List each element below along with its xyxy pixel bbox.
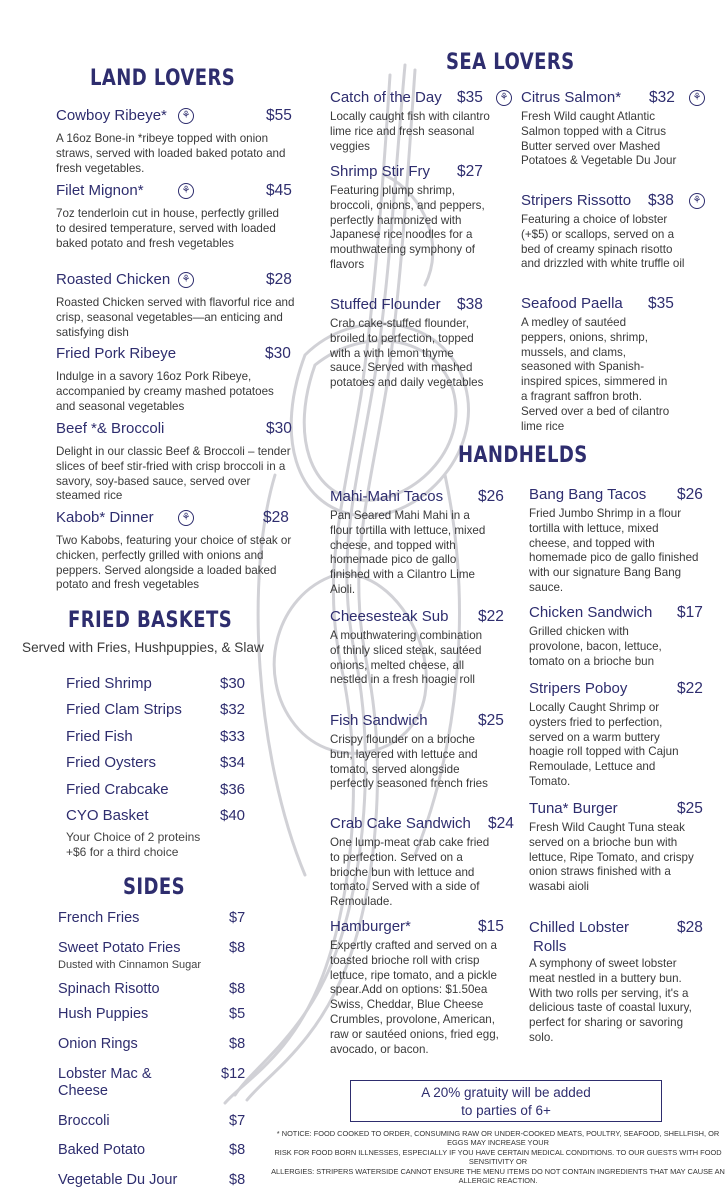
fried-baskets-subtitle: Served with Fries, Hushpuppies, & Slaw — [22, 640, 264, 655]
side-price: $8 — [229, 1142, 246, 1158]
item-price: $35 — [457, 89, 483, 106]
item-price: $28 — [266, 271, 292, 288]
item-price: $32 — [649, 89, 675, 106]
side-name: Cheese — [58, 1083, 108, 1099]
item-name: Tuna* Burger — [529, 800, 618, 817]
basket-name: Fried Crabcake — [66, 781, 169, 798]
basket-name: Fried Shrimp — [66, 675, 152, 692]
item-name: Seafood Paella — [521, 295, 623, 312]
side-price: $8 — [229, 1172, 246, 1188]
item-name: Hamburger* — [330, 918, 411, 935]
item-price: $26 — [478, 488, 504, 505]
item-description: One lump-meat crab cake fried to perfection. Served on a brioche bun with lettuce and tomato. Served with a side of Remoulade. — [330, 836, 490, 909]
item-name: Kabob* Dinner — [56, 509, 154, 526]
item-price: $30 — [265, 345, 291, 362]
item-description: Expertly crafted and served on a toasted brioche roll with crisp lettuce, ripe tomato, and a pickle spear.Add on options: $1.50ea Swiss, Cheddar, Blue Cheese Crumbles, provolone, American, raw or sautéed onions, fried egg, avocado, or bacon. — [330, 939, 499, 1056]
item-name: Bang Bang Tacos — [529, 486, 647, 503]
item-name: Chilled Lobster — [529, 919, 630, 936]
side-name: Vegetable Du Jour — [58, 1172, 178, 1188]
wheat-icon: ⚘ — [689, 90, 705, 106]
side-name: Hush Puppies — [58, 1006, 149, 1022]
item-price: $45 — [266, 182, 292, 199]
item-description: 7oz tenderloin cut in house, perfectly grilled to desired temperature, served with loaded baked potato and fresh vegetables — [56, 207, 279, 250]
side-price: $5 — [229, 1006, 246, 1022]
wheat-icon: ⚘ — [178, 272, 194, 288]
item-name: Catch of the Day — [330, 89, 442, 106]
item-price: $38 — [457, 296, 483, 313]
item-price: $25 — [478, 712, 504, 729]
side-name: Broccoli — [58, 1113, 110, 1129]
basket-name: Fried Fish — [66, 728, 133, 745]
item-name: Roasted Chicken — [56, 271, 171, 288]
basket-name: Fried Clam Strips — [66, 701, 182, 718]
item-description: A mouthwatering combination of thinly sliced steak, sautéed onions, melted cheese, all nestled in a fresh hoagie roll — [330, 629, 483, 687]
item-name: Stripers Rissotto — [521, 192, 632, 209]
item-name: Mahi-Mahi Tacos — [330, 488, 444, 505]
item-price: $26 — [677, 486, 703, 503]
item-description: Pan Seared Mahi Mahi in a flour tortilla with lettuce, mixed cheese, and topped with homemade pico de gallo finished with a Cilantro Lime Aioli. — [330, 509, 486, 596]
side-price: $7 — [229, 1113, 246, 1129]
item-description: Indulge in a savory 16oz Pork Ribeye, accompanied by creamy mashed potatoes and seasonal vegetables — [56, 370, 274, 413]
item-price: $22 — [677, 680, 703, 697]
allergy-notice — [270, 1129, 726, 1185]
notice-line: ALLERGIES: STRIPERS WATERSIDE CANNOT ENSURE THE MENU ITEMS DO NOT CONTAIN INGREDIENTS THAT MAY CAUSE AN ALLERGIC REACTION. — [271, 1166, 725, 1186]
wheat-icon: ⚘ — [178, 108, 194, 124]
side-name: Lobster Mac & — [58, 1066, 152, 1082]
side-price: $7 — [229, 910, 246, 926]
item-description: Crispy flounder on a brioche bun, layered with lettuce and tomato, served alongside perfectly seasoned french fries — [330, 733, 488, 791]
sweet-potato-note: Dusted with Cinnamon Sugar — [58, 959, 202, 971]
item-name: Crab Cake Sandwich — [330, 815, 471, 832]
item-description: Featuring plump shrimp, broccoli, onions, and peppers, perfectly harmonized with Japanese rice noodles for a mouthwatering symphony of flavors — [330, 184, 485, 271]
item-name: Shrimp Stir Fry — [330, 163, 431, 180]
item-price: $22 — [478, 608, 504, 625]
side-name: Spinach Risotto — [58, 981, 160, 997]
basket-price: $40 — [220, 807, 246, 824]
notice-line: * NOTICE: FOOD COOKED TO ORDER, CONSUMING RAW OR UNDER-COOKED MEATS, POULTRY, SEAFOOD, SHELLFISH, OR EGGS MAY INCREASE YOUR — [276, 1129, 720, 1148]
item-description: Grilled chicken with provolone, bacon, lettuce, tomato on a brioche bun — [529, 625, 662, 668]
item-description: Fresh Wild caught Atlantic Salmon topped with a Citrus Butter served over Mashed Potatoes & Vegetable Du Jour — [521, 110, 677, 168]
item-description: Delight in our classic Beef & Broccoli – tender slices of beef stir-fried with crisp broccoli in a savory, soy-based sauce, served over steamed rice — [56, 445, 291, 503]
item-name: Fried Pork Ribeye — [56, 345, 177, 362]
wheat-icon: ⚘ — [689, 193, 705, 209]
basket-price: $30 — [220, 675, 246, 692]
item-price: $30 — [266, 420, 292, 437]
item-price: $24 — [488, 815, 514, 832]
item-name: Fish Sandwich — [330, 712, 428, 729]
item-name: Rolls — [533, 938, 567, 955]
land-lovers-title: LAND LOVERS — [90, 66, 236, 91]
item-price: $35 — [648, 295, 674, 312]
cyo-note: Your Choice of 2 proteins — [66, 830, 201, 844]
item-name: Stripers Poboy — [529, 680, 628, 697]
item-description: A 16oz Bone-in *ribeye topped with onion straws, served with loaded baked potato and fresh vegetables. — [56, 132, 286, 175]
item-description: Fried Jumbo Shrimp in a flour tortilla with lettuce, mixed cheese, and topped with homemade pico de gallo finished with our signature Bang Bang sauce. — [529, 507, 699, 594]
item-description: A medley of sautéed peppers, onions, shrimp, mussels, and clams, seasoned with Spanish-inspired spices, simmered in a fragrant saffron broth. Served over a bed of cilantro lime rice — [521, 316, 670, 433]
notice-line: RISK FOR FOOD BORN ILLNESSES, ESPECIALLY IF YOU HAVE CERTAIN MEDICAL CONDITIONS. TO OUR GUESTS WITH FOOD SENSITIVITY OR — [274, 1147, 722, 1167]
gratuity-box — [350, 1080, 662, 1122]
basket-price: $33 — [220, 728, 246, 745]
item-name: Stuffed Flounder — [330, 296, 441, 313]
side-name: Onion Rings — [58, 1036, 138, 1052]
cyo-note: +$6 for a third choice — [66, 845, 179, 859]
side-price: $8 — [229, 1036, 246, 1052]
side-price: $8 — [229, 940, 246, 956]
item-description: Two Kabobs, featuring your choice of steak or chicken, perfectly grilled with onions and peppers. Served alongside a loaded baked potato and fresh vegetables — [56, 534, 292, 592]
side-name: French Fries — [58, 910, 140, 926]
item-name: Chicken Sandwich — [529, 604, 653, 621]
side-name: Sweet Potato Fries — [58, 940, 181, 956]
gratuity-line: A 20% gratuity will be added — [421, 1085, 591, 1100]
wheat-icon: ⚘ — [178, 510, 194, 526]
side-price: $12 — [221, 1066, 246, 1082]
wheat-icon: ⚘ — [496, 90, 512, 106]
item-description: Featuring a choice of lobster (+$5) or scallops, served on a bed of creamy spinach risotto and drizzled with white truffle oil — [521, 213, 685, 271]
sides-title: SIDES — [123, 875, 186, 900]
item-description: Locally caught fish with cilantro lime rice and fresh seasonal veggies — [330, 110, 490, 153]
item-description: Roasted Chicken served with flavorful rice and crisp, seasonal vegetables—an enticing and satisfying dish — [56, 296, 295, 339]
side-name: Baked Potato — [58, 1142, 146, 1158]
basket-price: $36 — [220, 781, 246, 798]
item-price: $17 — [677, 604, 703, 621]
fried-baskets-title: FRIED BASKETS — [68, 608, 233, 633]
item-name: Filet Mignon* — [56, 182, 144, 199]
item-price: $55 — [266, 107, 292, 124]
item-description: Fresh Wild Caught Tuna steak served on a brioche bun with lettuce, Ripe Tomato, and crispy onion straws finished with a wasabi aioli — [529, 821, 694, 894]
item-price: $25 — [677, 800, 703, 817]
wheat-icon: ⚘ — [178, 183, 194, 199]
handhelds-title: HANDHELDS — [458, 443, 588, 468]
item-price: $28 — [677, 919, 703, 936]
item-description: Crab cake-stuffed flounder, broiled to perfection, topped with a with lemon thyme sauce. Served with mashed potatoes and daily vegetables — [330, 317, 484, 390]
item-name: Cowboy Ribeye* — [56, 107, 167, 124]
item-name: Citrus Salmon* — [521, 89, 622, 106]
item-price: $38 — [648, 192, 674, 209]
item-price: $28 — [263, 509, 289, 526]
item-price: $27 — [457, 163, 483, 180]
basket-price: $32 — [220, 701, 246, 718]
item-description: Locally Caught Shrimp or oysters fried to perfection, served on a warm buttery hoagie roll topped with Cajun Remoulade, Lettuce and Tomato. — [529, 701, 679, 788]
basket-name: CYO Basket — [66, 807, 149, 824]
basket-name: Fried Oysters — [66, 754, 157, 771]
item-price: $15 — [478, 918, 504, 935]
side-price: $8 — [229, 981, 246, 997]
item-description: A symphony of sweet lobster meat nestled in a buttery bun. With two rolls per serving, it's a delicious taste of coastal luxury, perfect for sharing or savoring solo. — [529, 957, 692, 1044]
basket-price: $34 — [220, 754, 246, 771]
sea-lovers-title: SEA LOVERS — [446, 50, 575, 75]
item-name: Beef *& Broccoli — [56, 420, 165, 437]
item-name: Cheesesteak Sub — [330, 608, 449, 625]
gratuity-line: to parties of 6+ — [461, 1103, 551, 1118]
